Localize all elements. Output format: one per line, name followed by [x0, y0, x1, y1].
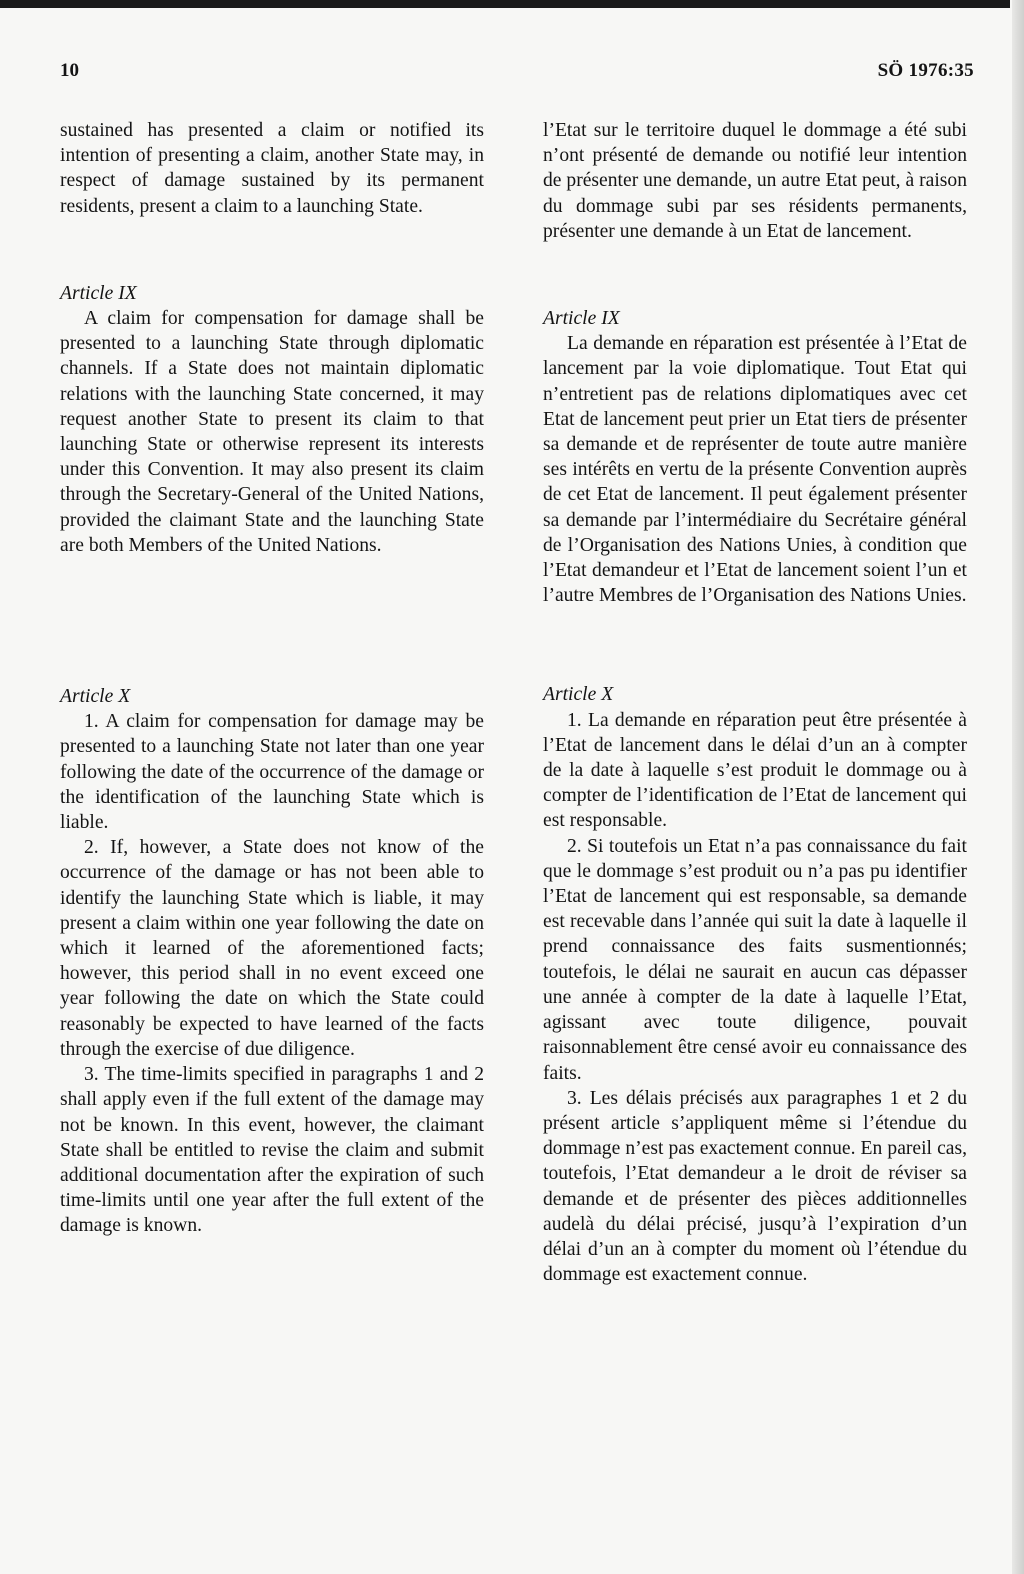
- scan-border-top: [0, 0, 1010, 8]
- english-article-x-paragraph-3: 3. The time-limits specified in paragraphs 1 and 2 shall apply even if the full extent of the damage may not be known. In this event, however, the claimant State shall be entitled to revise the claim and submit additional documentation after the expiration of such time-limits until one year after the full extent of the damage is known.: [60, 1064, 484, 1237]
- document-reference: SÖ 1976:35: [877, 60, 974, 81]
- english-column: [60, 118, 484, 1239]
- page-number: 10: [60, 60, 79, 81]
- english-article-x-paragraph-1: 1. A claim for compensation for damage may be presented to a launching State not later than one year following the date of the occurrence of the damage or the identification of the launching State which is liable.: [60, 711, 484, 834]
- french-article-x-paragraph-2: 2. Si toutefois un Etat n’a pas connaissance du fait que le dommage s’est produit ou n’a pas pu identifier l’Etat de lancement qui est responsable, sa demande est recevable dans l’année qui suit la date à laquelle il prend connaissance des faits susmentionnés; toutefois, le délai ne saurait en aucun cas dépasser une année à compter de la date à laquelle l’Etat, agissant avec toute diligence, pouvait raisonnablement être censé avoir eu connaissance des faits.: [543, 835, 967, 1084]
- english-article-x-heading: Article X: [60, 686, 131, 708]
- french-intro-paragraph: l’Etat sur le territoire duquel le dommage a été subi n’ont présenté de demande ou notifié leur intention de présenter une demande, un autre Etat peut, à raison du dommage subi par ses résidents permanents, présenter une demande à un Etat de lancement.: [543, 120, 967, 242]
- english-article-x-paragraph-2: 2. If, however, a State does not know of the occurrence of the damage or has not been able to identify the launching State which is liable, it may present a claim within one year following the date on which it learned of the aforementioned facts; however, this period shall in no event exceed one year following the date on which the State could reasonably be expected to have learned of the facts through the exercise of due diligence.: [60, 837, 484, 1060]
- scan-border-right: [1012, 0, 1024, 1574]
- english-intro-paragraph: sustained has presented a claim or notified its intention of presenting a claim, another State may, in respect of damage sustained by its permanent residents, present a claim to a launching State.: [60, 120, 484, 217]
- french-column: [543, 118, 967, 1287]
- french-article-ix-text: La demande en réparation est présentée à l’Etat de lancement par la voie diplomatique. Tout Etat qui n’entretient pas de relations diplomatiques avec cet Etat de lancement peut prier un Etat tiers de présenter sa demande et de représenter de toute autre manière ses intérêts en vertu de la présente Convention auprès de cet Etat de lancement. Il peut également présenter sa demande par l’intermédiaire du Secrétaire général de l’Organisation des Nations Unies, à condition que l’Etat demandeur et l’Etat de lancement soient l’un et l’autre Membres de l’Organisation des Nations Unies.: [543, 333, 967, 607]
- french-article-x-heading: Article X: [543, 684, 614, 706]
- french-article-x-paragraph-3: 3. Les délais précisés aux paragraphes 1 et 2 du présent article s’appliquent même si l’étendue du dommage n’est pas exactement connue. En pareil cas, toutefois, l’Etat demandeur a le droit de réviser sa demande et de présenter des pièces additionnelles audelà du délai précisé, jusqu’à l’expiration d’un délai d’un an à compter du moment où l’étendue du dommage est exactement connue.: [543, 1087, 967, 1286]
- english-article-ix-heading: Article IX: [60, 282, 137, 304]
- english-article-ix-text: A claim for compensation for damage shall be presented to a launching State through diplomatic channels. If a State does not maintain diplomatic relations with the launching State concerned, it may request another State to present its claim to that launching State or otherwise represent its interests under this Convention. It may also present its claim through the Secretary-General of the United Nations, provided the claimant State and the launching State are both Members of the United Nations.: [60, 308, 484, 556]
- french-article-x-paragraph-1: 1. La demande en réparation peut être présentée à l’Etat de lancement dans le délai d’un an à compter de la date à laquelle s’est produit le dommage ou à compter de l’identification de l’Etat de lancement qui est responsable.: [543, 709, 967, 832]
- french-article-ix-heading: Article IX: [543, 308, 620, 330]
